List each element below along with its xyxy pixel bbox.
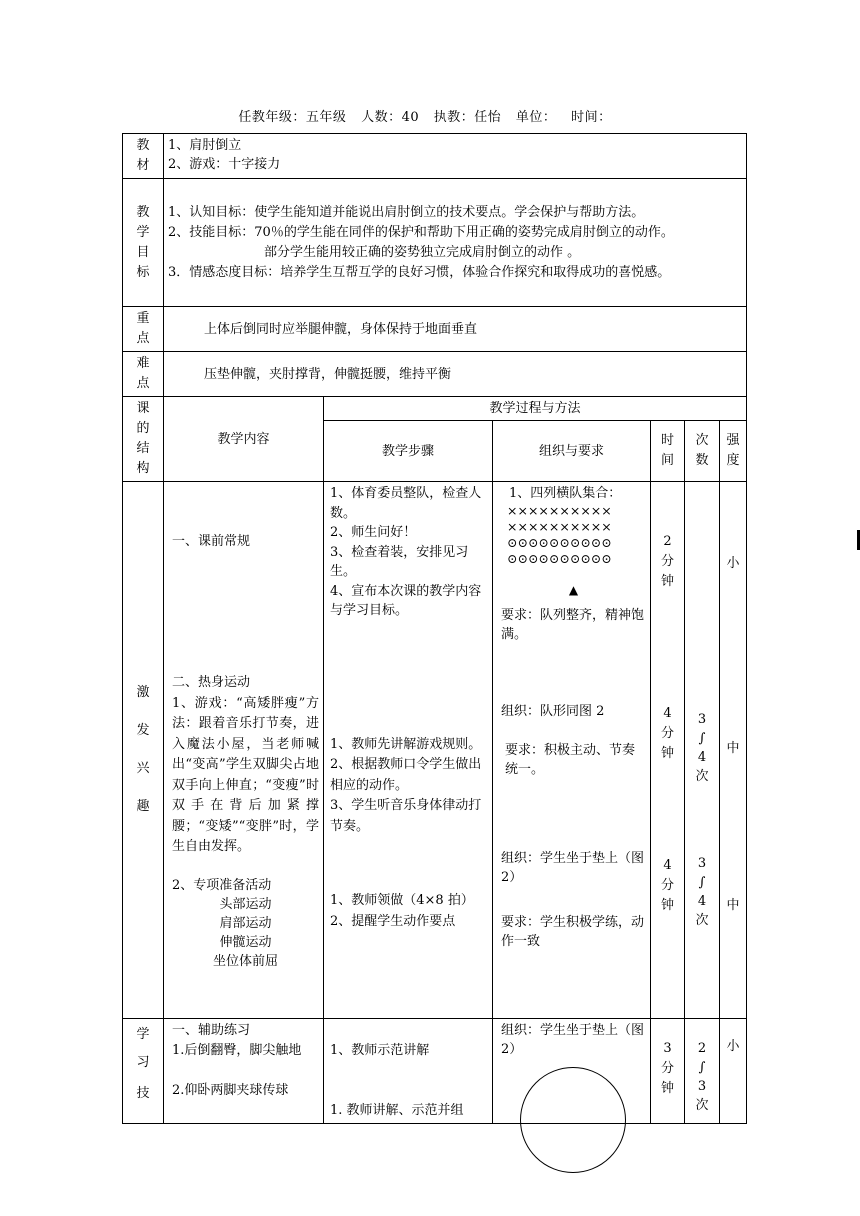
goals-row <box>123 179 747 307</box>
difficulty-row <box>123 352 747 397</box>
difficulty-text: 压垫伸髋，夹肘撑背，伸髋挺腰，维持平衡 <box>164 352 747 397</box>
time-label: 时间： <box>571 110 612 125</box>
section-learning-content: 一、辅助练习 1.后倒翻臀，脚尖触地 2.仰卧两脚夹球传球 <box>164 1019 324 1124</box>
formation-row: ⊙⊙⊙⊙⊙⊙⊙⊙⊙⊙ <box>507 535 612 550</box>
special-organize: 组织：学生坐于垫上（图 2） <box>501 851 645 885</box>
goals-label: 教 学 目 标 <box>123 179 164 307</box>
lesson-plan-table <box>122 133 747 1124</box>
steps-header: 教学步骤 <box>324 421 493 482</box>
section-learning-label: 学 习 技 <box>123 1019 164 1124</box>
organize-header: 组织与要求 <box>493 421 651 482</box>
section-interest-label: 激 发 兴 趣 <box>123 482 164 1019</box>
section-learning-steps: 1、教师示范讲解 1. 教师讲解、示范并组 <box>324 1019 493 1124</box>
process-header: 教学过程与方法 <box>324 397 747 421</box>
formation-row: ⊙⊙⊙⊙⊙⊙⊙⊙⊙⊙ <box>507 551 612 566</box>
structure-header: 课 的 结 构 <box>123 397 164 482</box>
formation-diagram <box>501 503 646 567</box>
routine-content: 一、课前常规 <box>172 534 251 549</box>
special-requirement: 要求：学生积极学练，动作一致 <box>501 915 645 949</box>
routine-steps: 1、体育委员整队，检查人数。 2、师生问好！ 3、检查着装，安排见习生。 4、宣布本次课的教学内容与学习目标。 <box>330 486 482 618</box>
section-learning-organize: 组织：学生坐于垫上（图 2） <box>493 1019 651 1124</box>
warmup-content: 二、热身运动 1、游戏：“高矮胖瘦”方法：跟着音乐打节奏，进入魔法小屋，当老师喊出“变高”学生双脚尖占地双手向上伸直；“变瘦”时双手在背后加紧撑腰；“变矮”“变胖”时，学生自由发挥。 <box>172 675 319 854</box>
special-prep-title: 2、专项准备活动 <box>172 877 272 893</box>
content-text: 1、肩肘倒立 2、游戏：十字接力 <box>164 134 747 179</box>
lesson-header <box>0 106 860 125</box>
table-header-row-1 <box>123 397 747 421</box>
section-learning-row <box>123 1019 747 1124</box>
key-point-row <box>123 307 747 352</box>
section-interest-content <box>164 482 324 1019</box>
special-steps: 1、教师领做（4×8 拍） 2、提醒学生动作要点 <box>330 893 474 929</box>
formation-row: ×××××××××× <box>507 519 612 534</box>
special-item: 坐位体前屈 <box>212 953 278 969</box>
section-interest-count: 3 ∫ 4 次 3 ∫ 4 次 <box>685 482 720 1019</box>
key-point-label: 重 点 <box>123 307 164 352</box>
special-item: 伸髋运动 <box>219 934 272 950</box>
section-interest-steps <box>324 482 493 1019</box>
count-header: 次 数 <box>685 421 720 482</box>
formation-title: 1、四列横队集合： <box>509 486 622 501</box>
content-header: 教学内容 <box>164 397 324 482</box>
routine-requirement: 要求：队列整齐，精神饱满。 <box>501 608 645 642</box>
special-item: 肩部运动 <box>219 915 272 931</box>
special-item: 头部运动 <box>219 896 272 912</box>
key-point-text: 上体后倒同时应举腿伸髋，身体保持于地面垂直 <box>164 307 747 352</box>
teacher-position-icon: ▲ <box>568 583 579 597</box>
formation-row: ×××××××××× <box>507 503 612 518</box>
warmup-organize: 组织：队形同图 2 <box>501 704 605 719</box>
difficulty-label: 难 点 <box>123 352 164 397</box>
section-interest-intensity: 小 中 中 <box>720 482 747 1019</box>
section-interest-time: 2 分 钟 4 分 钟 4 分 钟 <box>651 482 685 1019</box>
unit-label: 单位： <box>515 110 557 125</box>
section-learning-time: 3 分 钟 <box>651 1019 685 1124</box>
student-count: 人数：40 <box>361 110 420 125</box>
section-learning-count: 2 ∫ 3 次 <box>685 1019 720 1124</box>
warmup-steps: 1、教师先讲解游戏规则。 2、根据教师口令学生做出相应的动作。 3、学生听音乐身体律动打节奏。 <box>330 736 482 834</box>
section-learning-intensity: 小 <box>720 1019 747 1124</box>
goals-text: 1、认知目标：使学生能知道并能说出肩肘倒立的技术要点。学会保护与帮助方法。 2、技能目标：70％的学生能在同伴的保护和帮助下用正确的姿势完成肩肘倒立的动作。 部分学生能用较正确的姿势独立完成肩肘倒立的动作 。 3．情感态度目标：培养学生互帮互学的良好习惯，体验合作探究和取得成功的喜悦感。 <box>164 179 747 307</box>
section-interest-organize <box>493 482 651 1019</box>
circle-diagram <box>520 1067 626 1173</box>
warmup-requirement: 要求：积极主动、节奏统一。 <box>505 743 636 777</box>
content-row <box>123 134 747 179</box>
time-header: 时 间 <box>651 421 685 482</box>
content-label: 教 材 <box>123 134 164 179</box>
intensity-header: 强 度 <box>720 421 747 482</box>
section-interest-row <box>123 482 747 1019</box>
grade-info: 任教年级：五年级 <box>238 110 347 125</box>
teacher-name: 执教：任怡 <box>433 110 502 125</box>
